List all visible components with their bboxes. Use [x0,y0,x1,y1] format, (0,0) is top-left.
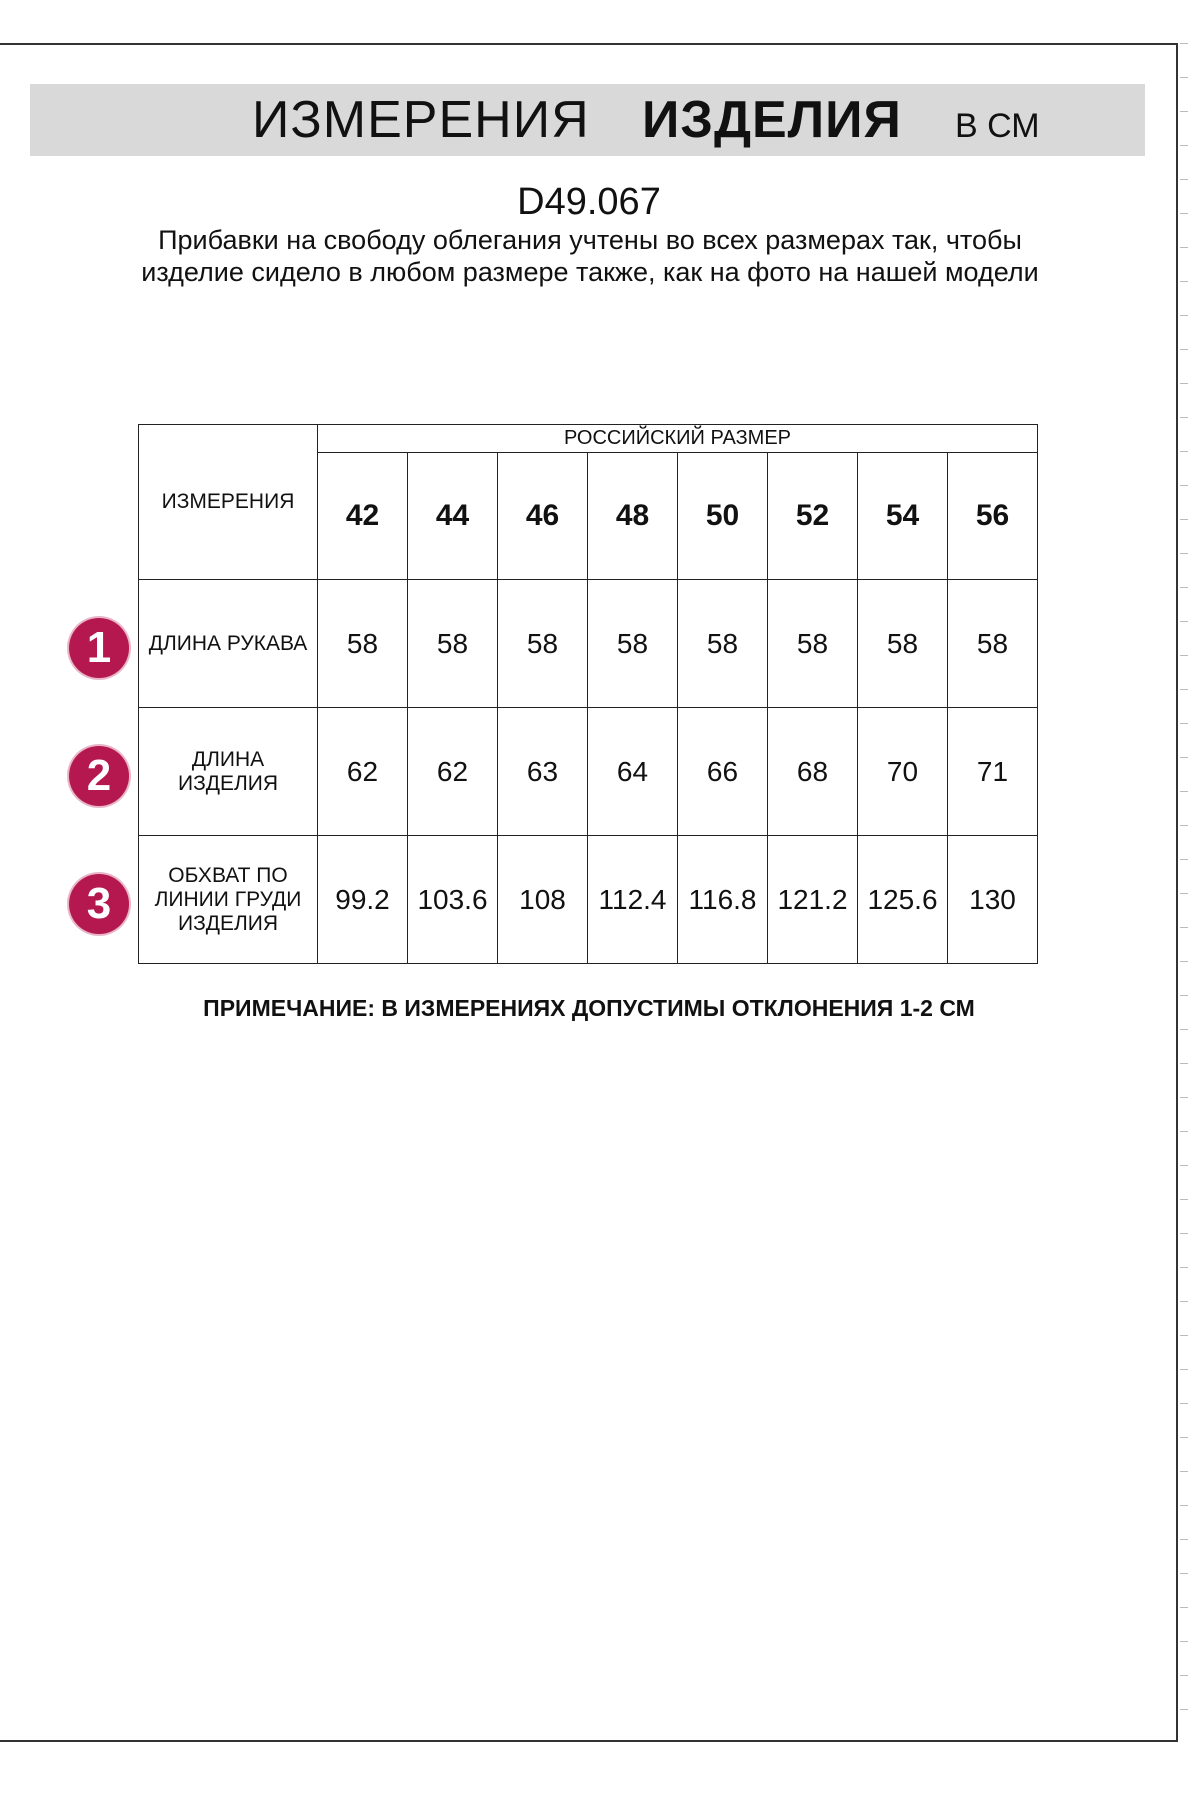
table-cell: 108 [498,836,588,964]
table-cell: 63 [498,708,588,836]
size-table [138,424,1038,964]
table-cell: 68 [768,708,858,836]
table-cell: 58 [588,580,678,708]
size-header: 56 [948,453,1038,580]
table-cell: 66 [678,708,768,836]
size-header: 42 [318,453,408,580]
table-cell: 58 [858,580,948,708]
size-header: 48 [588,453,678,580]
row-label-garment-length: ДЛИНА ИЗДЕЛИЯ [139,708,318,836]
table-row [139,836,1038,964]
size-header: 44 [408,453,498,580]
title-banner [30,84,1145,156]
row-label-sleeve-length: ДЛИНА РУКАВА [139,580,318,708]
row-label-chest-girth: ОБХВАТ ПО ЛИНИИ ГРУДИ ИЗДЕЛИЯ [139,836,318,964]
table-cell: 130 [948,836,1038,964]
size-header: 50 [678,453,768,580]
row-number-badge: 1 [69,618,129,678]
product-code: D49.067 [517,181,661,223]
row-number-badge: 3 [69,874,129,934]
table-cell: 112.4 [588,836,678,964]
table-cell: 58 [498,580,588,708]
title-measurements: ИЗМЕРЕНИЯ [252,91,590,149]
tolerance-note: ПРИМЕЧАНИЕ: В ИЗМЕРЕНИЯХ ДОПУСТИМЫ ОТКЛОНЕНИЯ 1-2 СМ [203,995,975,1021]
size-header: 52 [768,453,858,580]
table-cell: 70 [858,708,948,836]
fit-description: Прибавки на свободу облегания учтены во всех размерах так, чтобы изделие сидело в любом размере также, как на фото на нашей модели [141,225,1039,287]
size-header: 46 [498,453,588,580]
table-cell: 103.6 [408,836,498,964]
title-product: ИЗДЕЛИЯ [642,91,902,149]
size-header: 54 [858,453,948,580]
table-cell: 62 [408,708,498,836]
corner-label: ИЗМЕРЕНИЯ [139,425,318,580]
table-cell: 116.8 [678,836,768,964]
row-number-badge: 2 [69,746,129,806]
table-cell: 62 [318,708,408,836]
table-cell: 64 [588,708,678,836]
table-cell: 99.2 [318,836,408,964]
table-cell: 58 [948,580,1038,708]
table-cell: 58 [408,580,498,708]
table-cell: 58 [678,580,768,708]
table-cell: 125.6 [858,836,948,964]
table-row [139,708,1038,836]
table-row [139,580,1038,708]
size-group-label: РОССИЙСКИЙ РАЗМЕР [318,425,1038,453]
table-cell: 58 [318,580,408,708]
title-unit: В СМ [955,107,1040,145]
table-cell: 71 [948,708,1038,836]
table-cell: 121.2 [768,836,858,964]
edge-ruler [1180,43,1188,1742]
table-cell: 58 [768,580,858,708]
